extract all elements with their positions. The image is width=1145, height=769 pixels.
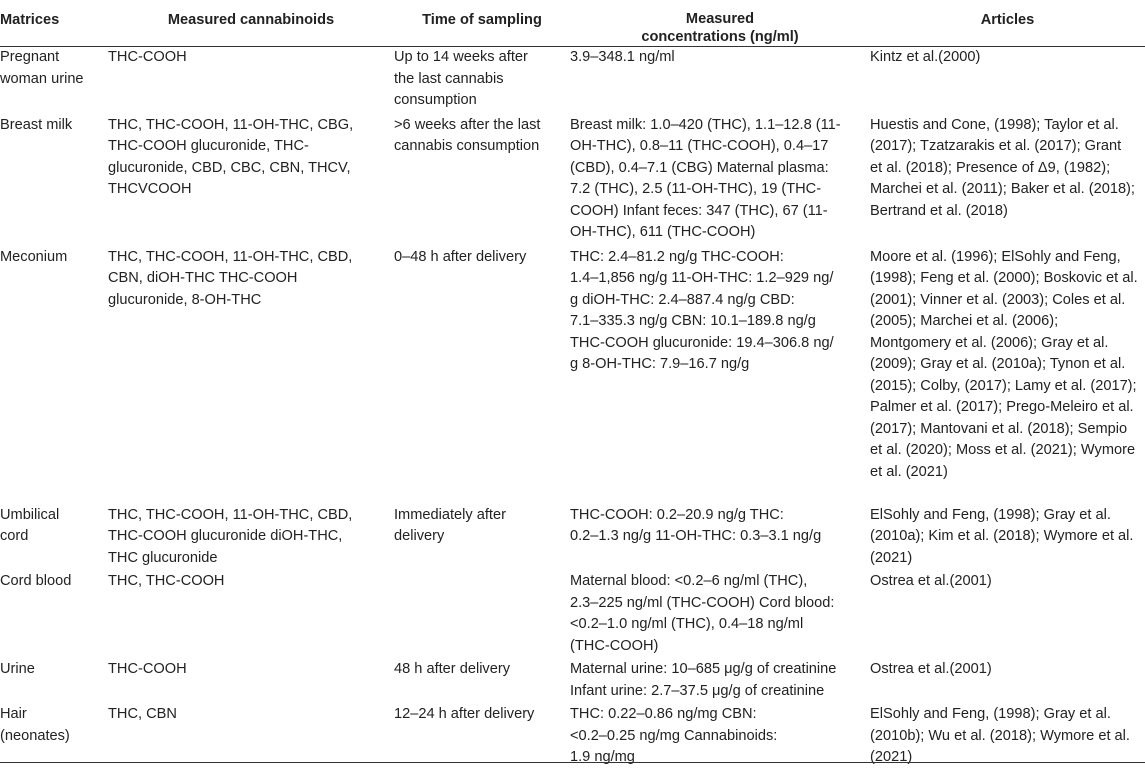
concentrations-cell: THC: 2.4–81.2 ng/g THC-COOH: 1.4–1,856 ng/g 11-OH-THC: 1.2–929 ng/ g diOH-THC: 2.4–887.4 ng/g CBD: 7.1–335.3 ng/g CBN: 10.1–189.8 ng/g THC-COOH glucuronide: 19.4–306.8 ng/ g 8-OH-THC: 7.9–16.7 ng/g xyxy=(570,248,834,372)
concentrations-cell: 3.9–348.1 ng/ml xyxy=(570,49,675,65)
cannabinoids-cell: THC, THC-COOH, 11-OH-THC, CBD, THC-COOH glucuronide diOH-THC, THC glucuronide xyxy=(108,506,353,566)
cannabinoids-cell: THC, THC-COOH, 11-OH-THC, CBG, THC-COOH glucuronide, THC- glucuronide, CBD, CBC, CBN, THCV, THCVCOOH xyxy=(108,116,354,197)
matrix-cell: Breast milk xyxy=(0,116,73,133)
sampling-time-cell: Immediately after delivery xyxy=(394,506,506,544)
sampling-time-cell: >6 weeks after the last cannabis consumption xyxy=(394,116,541,154)
articles-cell: Ostrea et al.(2001) xyxy=(870,573,992,589)
matrix-cell: Umbilical cord xyxy=(0,506,60,544)
table-row xyxy=(0,245,1145,503)
header-measured-cannabinoids: Measured cannabinoids xyxy=(108,0,394,47)
articles-cell: Huestis and Cone, (1998); Taylor et al. (2017); Tzatzarakis et al. (2017); Grant et al. (2018); Presence of Δ9, (1982); Marchei et al. (2011); Baker et al. (2018); Bertrand et al. (2018) xyxy=(870,116,1135,219)
sampling-time-cell: 0–48 h after delivery xyxy=(394,248,527,265)
cannabinoids-cell: THC, THC-COOH, 11-OH-THC, CBD, CBN, diOH-THC THC-COOH glucuronide, 8-OH-THC xyxy=(108,248,353,308)
header-matrices: Matrices xyxy=(0,0,108,47)
sampling-time-cell: 12–24 h after delivery xyxy=(394,706,535,722)
matrix-cell: Meconium xyxy=(0,248,68,265)
cannabinoids-cell: THC-COOH xyxy=(108,661,187,677)
table-row xyxy=(0,47,1145,113)
articles-cell: ElSohly and Feng, (1998); Gray et al. (2010a); Kim et al. (2018); Wymore et al. (2021) xyxy=(870,506,1134,566)
articles-cell: Moore et al. (1996); ElSohly and Feng, (1998); Feng et al. (2000); Boskovic et al. (2001); Vinner et al. (2003); Coles et al. (2005); Marchei et al. (2006); Montgomery et al. (2006); Gray et al. (2009); Gray et al. (2010a); Tynon et al. (2015); Colby, (2017); Lamy et al. (2017); Palmer et al. (2017); Prego-Meleiro et al. (2017); Mantovani et al. (2018); Sempio et al. (2020); Moss et al. (2021); Wymore et al. (2021) xyxy=(870,248,1138,480)
articles-cell: Ostrea et al.(2001) xyxy=(870,661,992,677)
concentrations-cell: THC-COOH: 0.2–20.9 ng/g THC: 0.2–1.3 ng/g 11-OH-THC: 0.3–3.1 ng/g xyxy=(570,506,822,544)
concentrations-cell: Breast milk: 1.0–420 (THC), 1.1–12.8 (11- OH-THC), 0.8–11 (THC-COOH), 0.4–17 (CBD), 0.4–7.1 (CBG) Maternal plasma: 7.2 (THC), 2.5 (11-OH-THC), 19 (THC- COOH) Infant feces: 347 (THC), 67 (11- OH-THC), 611 (THC-COOH) xyxy=(570,116,841,240)
matrix-cell: Hair (neonates) xyxy=(0,706,70,744)
header-row xyxy=(0,0,1145,47)
cannabinoids-cell: THC, CBN xyxy=(108,706,177,722)
cannabinoids-cell: THC, THC-COOH xyxy=(108,573,225,589)
table-row xyxy=(0,657,1145,702)
matrix-cell: Cord blood xyxy=(0,573,72,589)
header-time-of-sampling: Time of sampling xyxy=(394,0,570,47)
table-row xyxy=(0,113,1145,245)
sampling-time-cell: Up to 14 weeks after the last cannabis consumption xyxy=(394,49,528,108)
matrix-cell: Urine xyxy=(0,661,35,677)
articles-cell: Kintz et al.(2000) xyxy=(870,49,981,65)
header-articles: Articles xyxy=(870,0,1145,47)
table-row xyxy=(0,569,1145,657)
concentrations-cell: Maternal urine: 10–685 μg/g of creatinine Infant urine: 2.7–37.5 μg/g of creatinine xyxy=(570,661,837,699)
table-bottom-rule xyxy=(0,762,1145,763)
table-row xyxy=(0,503,1145,570)
header-measured-concentrations: Measured concentrations (ng/ml) xyxy=(570,0,870,47)
concentrations-cell: THC: 0.22–0.86 ng/mg CBN: <0.2–0.25 ng/mg Cannabinoids: 1.9 ng/mg xyxy=(570,706,778,765)
cannabinoids-cell: THC-COOH xyxy=(108,49,187,65)
sampling-time-cell xyxy=(394,569,570,657)
sampling-time-cell: 48 h after delivery xyxy=(394,661,511,677)
concentrations-cell: Maternal blood: <0.2–6 ng/ml (THC), 2.3–225 ng/ml (THC-COOH) Cord blood: <0.2–1.0 ng/ml (THC), 0.4–18 ng/ml (THC-COOH) xyxy=(570,573,835,654)
matrix-cell: Pregnant woman urine xyxy=(0,49,84,87)
table-row xyxy=(0,702,1145,769)
articles-cell: ElSohly and Feng, (1998); Gray et al. (2010b); Wu et al. (2018); Wymore et al. (2021) xyxy=(870,706,1130,765)
